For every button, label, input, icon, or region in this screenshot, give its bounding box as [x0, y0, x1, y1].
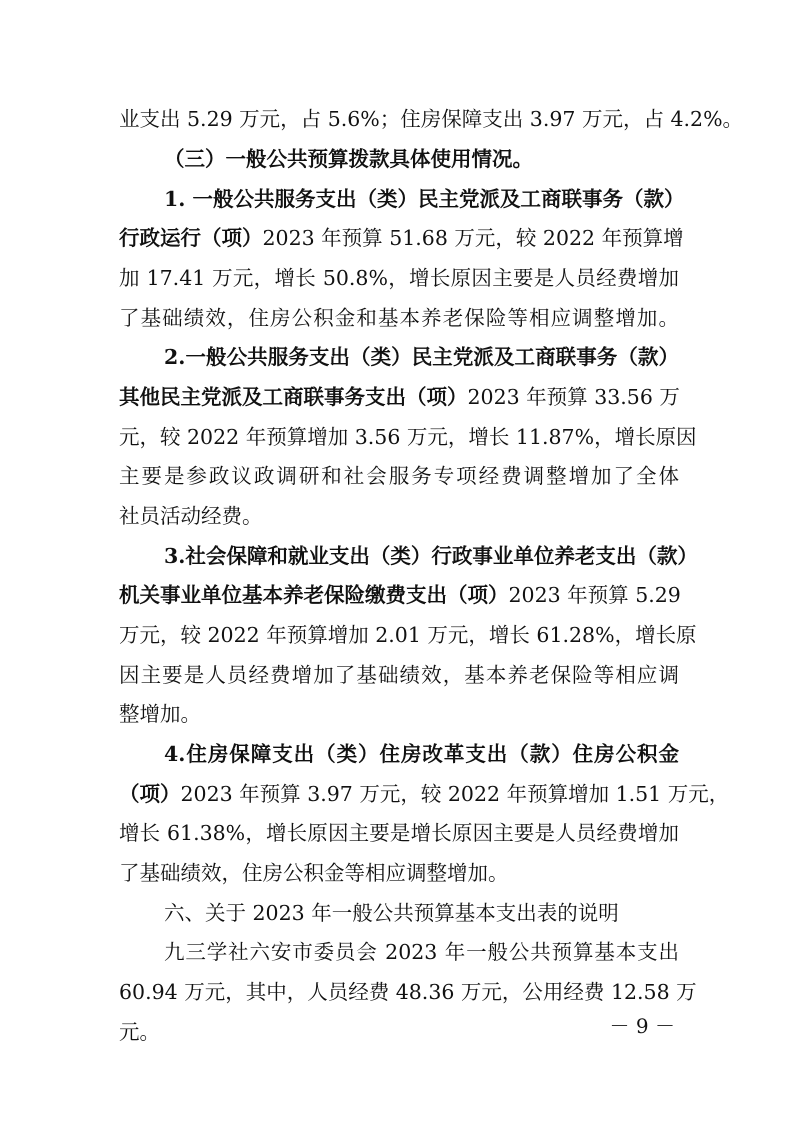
item-heading: 1. 一般公共服务支出（类）民主党派及工商联事务（款） [164, 187, 685, 211]
text-line: 了基础绩效，住房公积金和基本养老保险等相应调整增加。 [119, 306, 679, 330]
text-span: 2023 年预算 5.29 [508, 583, 681, 607]
text-line: 主要是参政议政调研和社会服务专项经费调整增加了全体 [119, 464, 679, 488]
text-line: 社员活动经费。 [119, 504, 263, 528]
text-line: 万元，较 2022 年预算增加 2.01 万元，增长 61.28%，增长原 [119, 623, 697, 647]
text-line: 业支出 5.29 万元，占 5.6%；住房保障支出 3.97 万元，占 4.2%。 [119, 107, 744, 131]
text-line: 整增加。 [119, 702, 201, 726]
item-heading: 2.一般公共服务支出（类）民主党派及工商联事务（款） [164, 345, 679, 369]
section-heading: （三）一般公共预算拨款具体使用情况。 [164, 147, 533, 171]
text-line: 了基础绩效，住房公积金等相应调整增加。 [119, 861, 509, 885]
text-line: 九三学社六安市委员会 2023 年一般公共预算基本支出 [164, 940, 679, 964]
text-span: 2023 年预算 51.68 万元，较 2022 年预算增 [262, 226, 684, 250]
item-heading: 3.社会保障和就业支出（类）行政事业单位养老支出（款） [164, 544, 698, 568]
bold-span: 行政运行（项） [119, 226, 263, 250]
bold-span: （项） [119, 782, 181, 806]
text-span: 2023 年预算 3.97 万元，较 2022 年预算增加 1.51 万元， [180, 782, 730, 806]
text-line: 60.94 万元，其中，人员经费 48.36 万元，公用经费 12.58 万 [119, 980, 697, 1004]
text-span: 2023 年预算 33.56 万 [467, 385, 680, 409]
text-line [119, 224, 684, 252]
text-line: 加 17.41 万元，增长 50.8%，增长原因主要是人员经费增加 [119, 266, 679, 290]
text-line [119, 780, 730, 808]
text-line: 增长 61.38%，增长原因主要是增长原因主要是人员经费增加 [119, 821, 679, 845]
page-number: － 9 － [609, 1014, 675, 1038]
section-heading: 六、关于 2023 年一般公共预算基本支出表的说明 [164, 901, 619, 925]
text-line [119, 383, 679, 411]
bold-span: 机关事业单位基本养老保险缴费支出（项） [119, 583, 509, 607]
text-line: 因主要是人员经费增加了基础绩效，基本养老保险等相应调 [119, 663, 679, 687]
text-line [119, 581, 679, 609]
text-line: 元，较 2022 年预算增加 3.56 万元，增长 11.87%，增长原因 [119, 425, 697, 449]
bold-span: 其他民主党派及工商联事务支出（项） [119, 385, 468, 409]
item-heading: 4.住房保障支出（类）住房改革支出（款）住房公积金 [164, 742, 679, 766]
text-line: 元。 [119, 1020, 160, 1044]
